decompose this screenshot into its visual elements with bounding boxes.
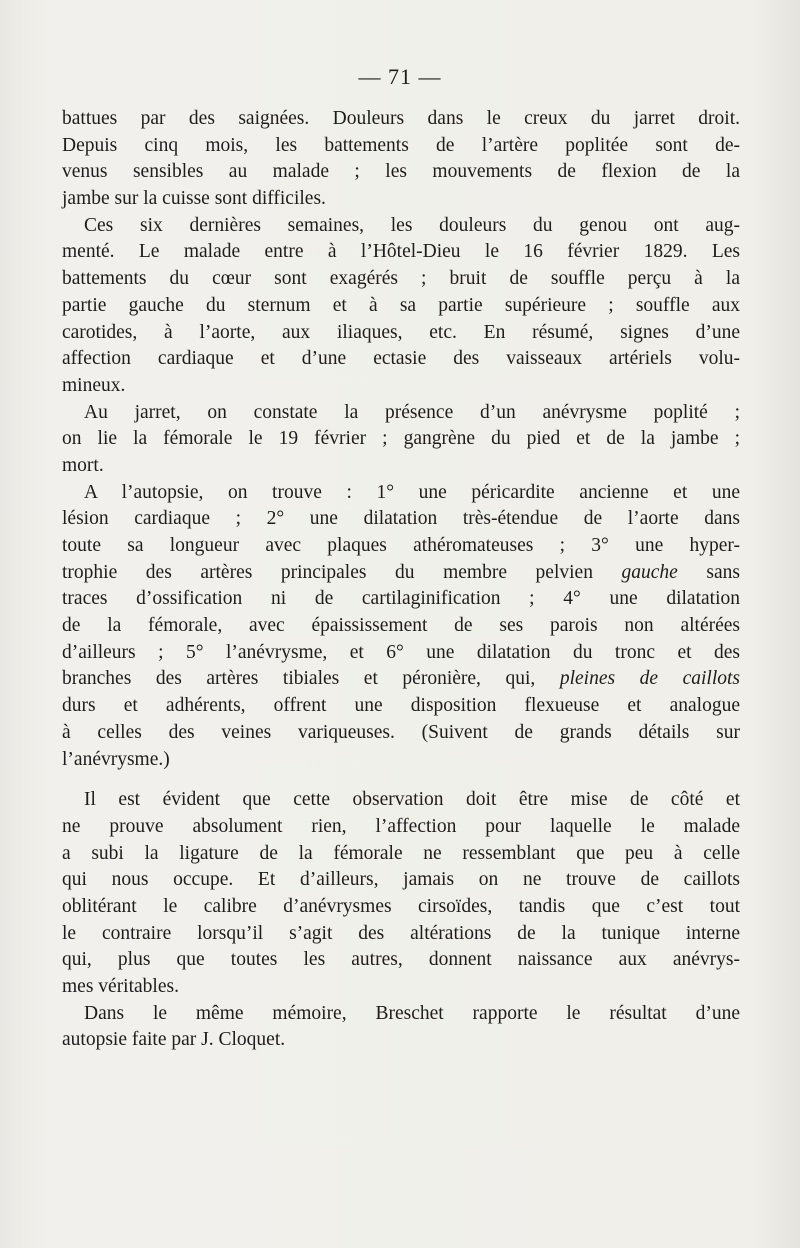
page-number: — 71 — xyxy=(358,64,442,89)
italic-phrase: pleines de caillots xyxy=(559,668,740,690)
text-segment: trophie des artères principales du membre pelvien xyxy=(62,561,593,583)
text-line: mineux. xyxy=(62,374,126,396)
italic-word: gauche xyxy=(621,561,678,583)
paragraph-6 xyxy=(62,1001,740,1054)
text-line: autopsie faite par J. Cloquet. xyxy=(62,1029,286,1051)
text-line-with-italic xyxy=(62,560,740,587)
text-line: mort. xyxy=(62,454,104,476)
paragraph-spacer xyxy=(62,773,740,787)
text-line: l’anévrysme.) xyxy=(62,748,170,770)
text-line: à celles des veines variqueuses. (Suivent de grands détails sur xyxy=(62,721,740,743)
text-line: on lie la fémorale le 19 février ; gangrène du pied et de la jambe ; xyxy=(62,428,740,450)
text-line: de la fémorale, avec épaississement de ses parois non altérées xyxy=(62,615,740,637)
text-line: Ces six dernières semaines, les douleurs du genou ont aug- xyxy=(84,214,740,236)
text-line: venus sensibles au malade ; les mouvements de flexion de la xyxy=(62,161,740,183)
paragraph-4 xyxy=(62,480,740,774)
text-line: Au jarret, on constate la présence d’un anévrysme poplité ; xyxy=(84,401,740,423)
text-line: jambe sur la cuisse sont difficiles. xyxy=(62,188,326,210)
text-line: battements du cœur sont exagérés ; bruit de souffle perçu à la xyxy=(62,268,740,290)
text-line: Dans le même mémoire, Breschet rapporte le résultat d’une xyxy=(84,1002,740,1024)
body-text xyxy=(62,106,740,1054)
text-line: A l’autopsie, on trouve : 1° une péricardite ancienne et une xyxy=(84,481,740,503)
text-line: Il est évident que cette observation doit être mise de côté et xyxy=(84,789,740,811)
text-line: carotides, à l’aorte, aux iliaques, etc. En résumé, signes d’une xyxy=(62,321,740,343)
text-segment: sans xyxy=(706,561,741,583)
text-line: d’ailleurs ; 5° l’anévrysme, et 6° une dilatation du tronc et des xyxy=(62,641,740,663)
text-line: oblitérant le calibre d’anévrysmes cirsoïdes, tandis que c’est tout xyxy=(62,895,740,917)
text-line: mes véritables. xyxy=(62,976,179,997)
text-line: partie gauche du sternum et à sa partie supérieure ; souffle aux xyxy=(62,294,740,316)
text-line: qui nous occupe. Et d’ailleurs, jamais on ne trouve de caillots xyxy=(62,869,740,891)
text-line: durs et adhérents, offrent une disposition flexueuse et analogue xyxy=(62,695,740,717)
paragraph-2 xyxy=(62,213,740,400)
text-line: ne prouve absolument rien, l’affection pour laquelle le malade xyxy=(62,815,740,837)
text-line: le contraire lorsqu’il s’agit des altérations de la tunique interne xyxy=(62,922,740,944)
paragraph-3 xyxy=(62,400,740,480)
text-line: qui, plus que toutes les autres, donnent naissance aux anévrys- xyxy=(62,949,740,971)
text-line-with-italic xyxy=(62,666,740,693)
text-line: Depuis cinq mois, les battements de l’artère poplitée sont de- xyxy=(62,134,740,156)
text-line: lésion cardiaque ; 2° une dilatation très-étendue de l’aorte dans xyxy=(62,508,740,530)
text-line: affection cardiaque et d’une ectasie des vaisseaux artériels volu- xyxy=(62,348,740,370)
text-line: toute sa longueur avec plaques athéromateuses ; 3° une hyper- xyxy=(62,535,740,556)
text-segment: branches des artères tibiales et péronière, qui, xyxy=(62,668,536,690)
text-line: battues par des saignées. Douleurs dans le creux du jarret droit. xyxy=(62,108,740,129)
text-line: traces d’ossification ni de cartilaginification ; 4° une dilatation xyxy=(62,588,740,610)
paragraph-1 xyxy=(62,106,740,213)
text-line: a subi la ligature de la fémorale ne ressemblant que peu à celle xyxy=(62,842,740,864)
text-line: menté. Le malade entre à l’Hôtel-Dieu le 16 février 1829. Les xyxy=(62,241,740,263)
paragraph-5 xyxy=(62,787,740,1001)
